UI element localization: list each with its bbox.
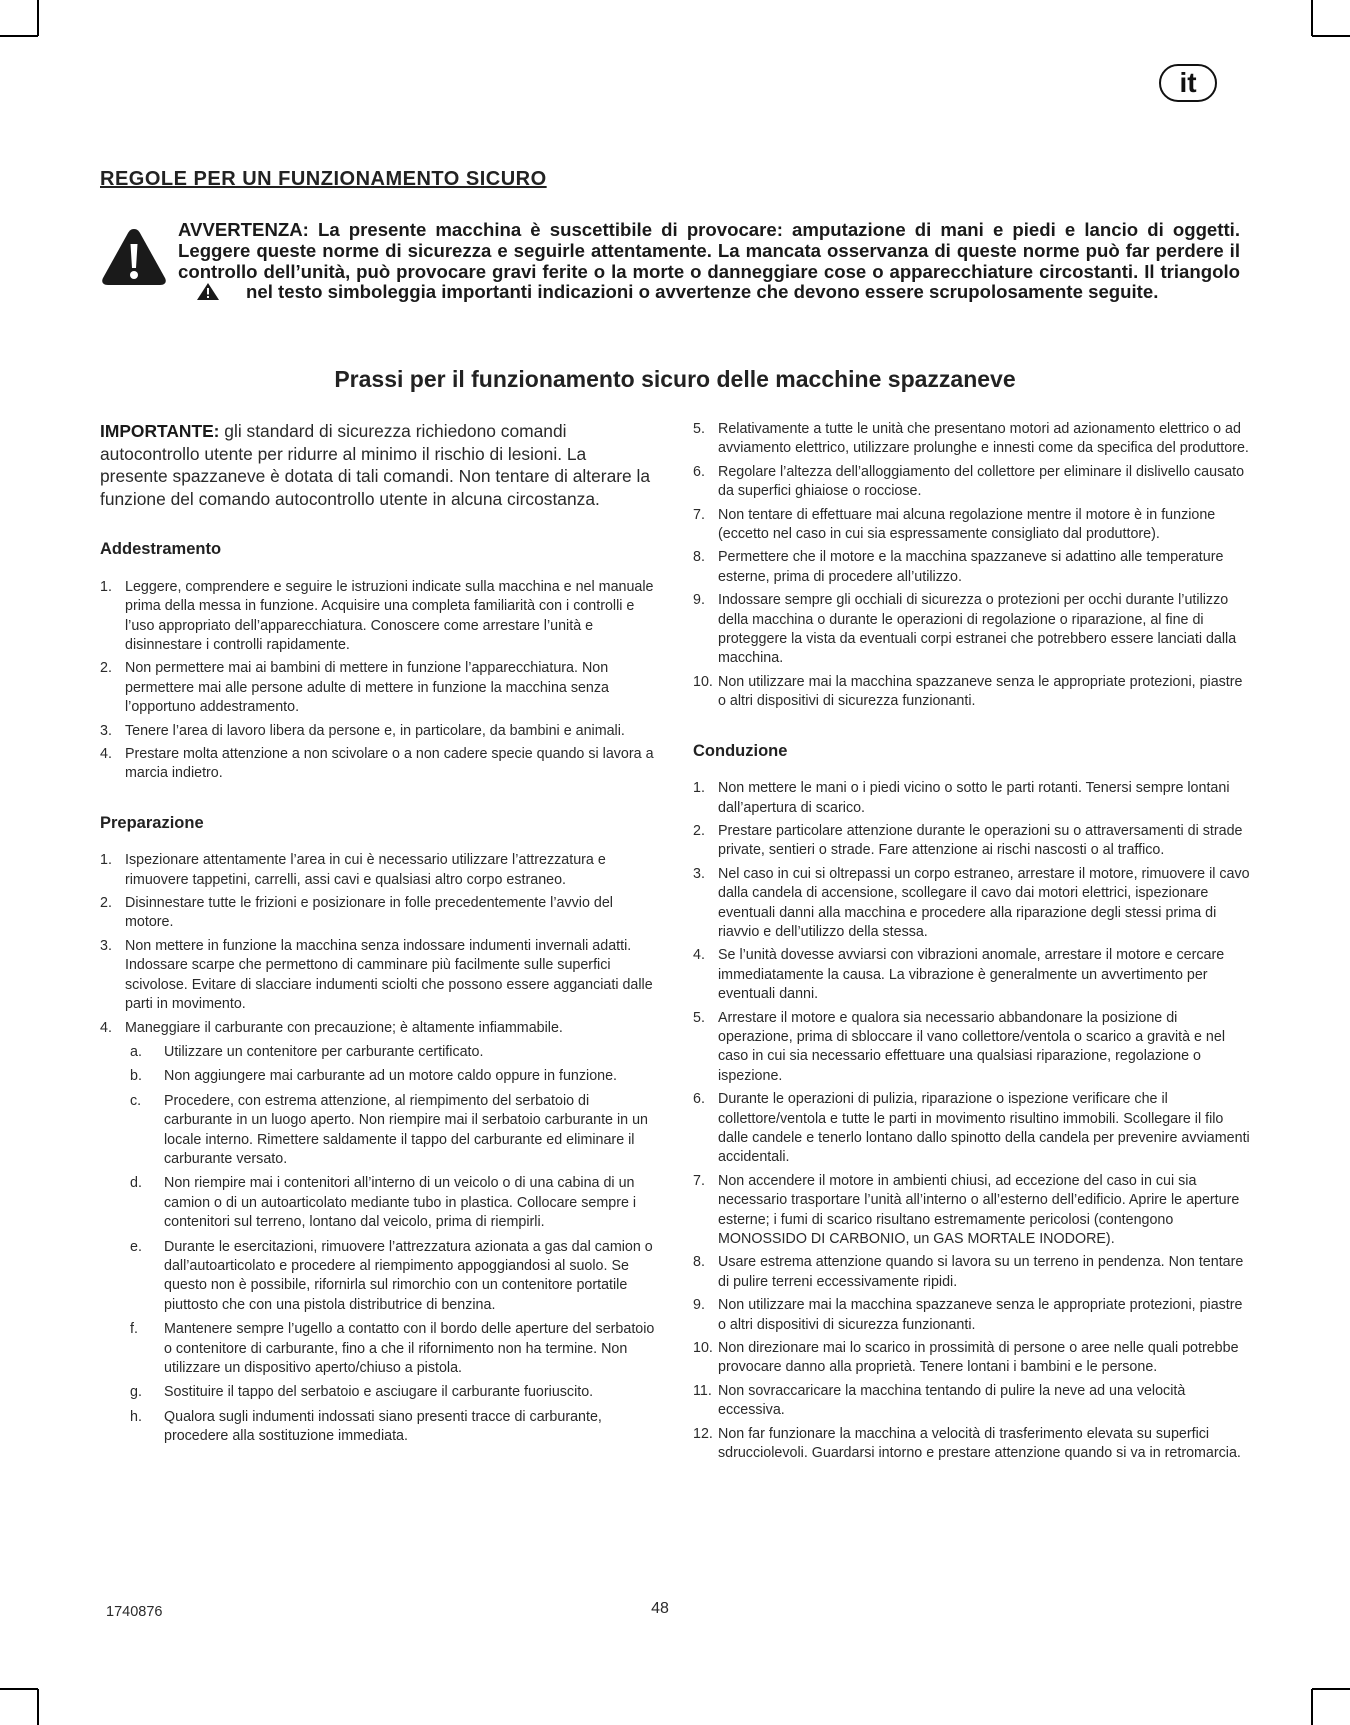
list-item: [100, 851, 656, 890]
sub-text: Mantenere sempre l’ugello a contatto con il bordo delle aperture del serbatoio o contenitore di carburante, fino a che il rifornimento non ha termine. Non utilizzare un dispositivo aperto/chiuso a pistola.: [164, 1321, 655, 1376]
warning-paragraph: [178, 220, 1240, 303]
preparazione-list-continued: [693, 420, 1251, 712]
item-number: 4.: [693, 947, 705, 964]
item-number: 8.: [693, 549, 705, 566]
item-text: Prestare particolare attenzione durante le operazioni su o attraversamenti di strade private, sentieri o strade. Fare attenzione ai rischi nascosti o al traffico.: [718, 822, 1243, 859]
item-text: Indossare sempre gli occhiali di sicurezza o protezioni per occhi durante l’utilizzo della macchina o durante le operazioni di regolazione o riparazione, al fine di proteggere la vista da eventuali corpi estranei che potrebbero essere lanciati dalla macchina.: [718, 592, 1237, 667]
item-text: Non utilizzare mai la macchina spazzaneve senza le appropriate protezioni, piastre o altri dispositivi di sicurezza funzionanti.: [718, 673, 1243, 710]
list-item: [100, 722, 656, 741]
sub-letter: f.: [130, 1321, 138, 1338]
list-item: [693, 1382, 1251, 1421]
item-number: 2.: [100, 660, 112, 677]
sublist-item: [125, 1092, 656, 1170]
item-text: Arrestare il motore e qualora sia necessario abbandonare la posizione di operazione, prima di sbloccare il vano collettore/ventola o scarico a gravità e nel caso in cui sia necessario effettuare una qualsiasi riparazione, regolazione o ispezione.: [718, 1009, 1226, 1084]
list-item: [693, 673, 1251, 712]
list-item: [100, 578, 656, 656]
item-body: [125, 1019, 656, 1452]
item-number: 7.: [693, 1172, 705, 1189]
list-item: [693, 1339, 1251, 1378]
list-item: [100, 1019, 656, 1452]
sublist-item: [125, 1238, 656, 1316]
list-item: [693, 865, 1251, 943]
item-number: 9.: [693, 1297, 705, 1314]
sublist-item: [125, 1320, 656, 1378]
item-number: 10.: [693, 1340, 713, 1357]
item-text: Permettere che il motore e la macchina spazzaneve si adattino alle temperature esterne, prima di procedere all’utilizzo.: [718, 549, 1224, 585]
item-text: Usare estrema attenzione quando si lavora su un terreno in pendenza. Non tentare di pulire terreni eccessivamente ripidi.: [718, 1254, 1244, 1290]
item-number: 3.: [100, 722, 112, 739]
document-code: 1740876: [106, 1604, 163, 1620]
list-item: [693, 1425, 1251, 1464]
item-text: Durante le operazioni di pulizia, riparazione o ispezione verificare che il collettore/ventola e tutte le parti in movimento risultino immobili. Scollegare il filo dalle candele e tenerlo lontano dallo spinotto della candela per prevenire avviamenti accidentali.: [718, 1091, 1250, 1166]
list-item: [693, 1009, 1251, 1087]
list-item: [100, 937, 656, 1015]
important-label: IMPORTANTE:: [100, 421, 220, 441]
sub-letter: e.: [130, 1238, 142, 1255]
list-item: [693, 463, 1251, 502]
page-title: REGOLE PER UN FUNZIONAMENTO SICURO: [100, 168, 547, 190]
list-item: [693, 1296, 1251, 1335]
item-text: Prestare molta attenzione a non scivolare o a non cadere specie quando si lavora a marcia indietro.: [125, 746, 654, 782]
item-number: 5.: [693, 1009, 705, 1026]
sub-text: Qualora sugli indumenti indossati siano presenti tracce di carburante, procedere alla sostituzione immediata.: [164, 1408, 602, 1445]
list-item: [693, 420, 1251, 459]
crop-mark: [1311, 1689, 1313, 1725]
item-text: Non utilizzare mai la macchina spazzaneve senza le appropriate protezioni, piastre o altri dispositivi di sicurezza funzionanti.: [718, 1297, 1243, 1333]
sub-text: Procedere, con estrema attenzione, al riempimento del serbatoio di carburante in un luogo aperto. Non riempire mai il serbatoio carburante in un locale interno. Rimettere saldamente il tappo del carburante ed eliminare il carburante versato.: [164, 1092, 648, 1167]
item-text: Maneggiare il carburante con precauzione; è altamente infiammabile.: [125, 1019, 563, 1036]
warning-triangle-icon: [100, 226, 168, 288]
list-item: [100, 659, 656, 717]
list-item: [693, 1172, 1251, 1250]
item-text: Disinnestare tutte le frizioni e posizionare in folle precedentemente l’avvio del motore.: [125, 895, 613, 931]
item-number: 5.: [693, 421, 705, 437]
sub-letter: g.: [130, 1384, 142, 1401]
item-text: Non sovraccaricare la macchina tentando di pulire la neve ad una velocità eccessiva.: [718, 1382, 1186, 1419]
section-title: Prassi per il funzionamento sicuro delle macchine spazzaneve: [334, 366, 1016, 392]
item-number: 1.: [100, 578, 112, 595]
sublist-item: [125, 1408, 656, 1447]
right-column: [693, 420, 1251, 1494]
sub-text: Non riempire mai i contenitori all’interno di un veicolo o di una cabina di un camion o di un autoarticolato mediante tubo in plastica. Collocare sempre i contenitori sul terreno, lontano dal veicolo, prima di riempirli.: [164, 1175, 637, 1231]
item-text: Tenere l’area di lavoro libera da persone e, in particolare, da bambini e animali.: [125, 722, 625, 739]
list-item: [100, 745, 656, 784]
heading-conduzione: Conduzione: [693, 741, 788, 760]
item-number: 2.: [693, 822, 705, 839]
crop-mark: [1312, 1688, 1350, 1690]
item-number: 6.: [693, 1091, 705, 1108]
important-paragraph: [100, 420, 656, 510]
sublist-item: [125, 1043, 656, 1062]
language-badge: it: [1159, 64, 1217, 102]
item-text: Non accendere il motore in ambienti chiusi, ad eccezione del caso in cui sia necessario trasportare l’unità all’interno o all’esterno dell’edificio. Aprire le aperture esterne; i fumi di scarico risultano estremamente pericolosi (contengono MONOSSIDO DI CARBONIO, un GAS MORTALE INODORE).: [718, 1172, 1240, 1248]
crop-mark: [37, 0, 39, 36]
item-text: Regolare l’altezza dell’alloggiamento del collettore per eliminare il dislivello causato da superfici ghiaiose o rocciose.: [718, 463, 1245, 500]
crop-mark: [0, 35, 38, 37]
crop-mark: [37, 1689, 39, 1725]
item-text: Non direzionare mai lo scarico in prossimità di persone o aree nelle quali potrebbe provocare danno alla proprietà. Tenere lontani i bambini e le persone.: [718, 1340, 1239, 1376]
item-number: 9.: [693, 592, 705, 609]
sub-text: Utilizzare un contenitore per carburante certificato.: [164, 1043, 484, 1060]
item-text: Relativamente a tutte le unità che presentano motori ad azionamento elettrico o ad avviamento elettrico, utilizzare prolunghe e innesti come da specifica del produttore.: [718, 421, 1249, 457]
item-number: 12.: [693, 1425, 713, 1442]
item-text: Leggere, comprendere e seguire le istruzioni indicate sulla macchina e nel manuale prima della messa in funzione. Acquisire una completa familiarità con i controlli e l’uso appropriato dell’apparecchiatura. Conoscere come arrestare l’unità e disinnestare i controlli rapidamente.: [125, 578, 654, 653]
sub-letter: a.: [130, 1043, 142, 1060]
list-item: [100, 894, 656, 933]
left-column: [100, 420, 656, 1482]
list-item: [693, 1090, 1251, 1168]
list-item: [693, 946, 1251, 1004]
sublist-item: [125, 1174, 656, 1232]
conduzione-list: [693, 779, 1251, 1463]
list-item: [693, 822, 1251, 861]
item-number: 11.: [693, 1382, 712, 1399]
item-text: Non far funzionare la macchina a velocità di trasferimento elevata su superfici sdrucciolevoli. Guardarsi intorno e prestare attenzione quando si va in retromarcia.: [718, 1425, 1241, 1462]
sub-letter: c.: [130, 1092, 142, 1109]
list-item: [693, 506, 1251, 545]
sub-letter: b.: [130, 1068, 142, 1085]
sublist-item: [125, 1067, 656, 1086]
page-number: 48: [651, 1600, 669, 1617]
important-text: gli standard di sicurezza richiedono comandi autocontrollo utente per ridurre al minimo il rischio di lesioni. La presente spazzaneve è dotata di tali comandi. Non tentare di alterare la funzione del comando autocontrollo utente in alcuna circostanza.: [100, 421, 651, 509]
item-number: 4.: [100, 1019, 112, 1036]
warning-text-end: nel testo simboleggia importanti indicazioni o avvertenze che devono essere scrupolosamente seguite.: [246, 281, 1159, 303]
item-text: Non mettere in funzione la macchina senza indossare indumenti invernali adatti. Indossare scarpe che permettono di camminare più facilmente sulle superfici scivolose. Evitare di slacciare indumenti sciolti che possono essere agganciati dalle parti in movimento.: [125, 937, 653, 1013]
list-item: [693, 548, 1251, 587]
inline-warning-triangle-icon: [196, 282, 220, 301]
item-number: 3.: [100, 937, 112, 954]
item-number: 3.: [693, 865, 705, 882]
item-number: 4.: [100, 746, 112, 763]
fuel-sublist: [125, 1043, 656, 1447]
warning-text-start: AVVERTENZA: La presente macchina è suscettibile di provocare: amputazione di mani e piedi e lancio di oggetti. Leggere queste norme di sicurezza e seguirle attentamente. La mancata osservanza di queste norme può far perdere il controllo dell’unità, può provocare gravi ferite o la morte o danneggiare cose o apparecchiature circostanti. Il triangolo: [178, 219, 1240, 282]
item-number: 6.: [693, 463, 705, 480]
sub-letter: d.: [130, 1175, 142, 1192]
list-item: [693, 779, 1251, 818]
item-text: Non mettere le mani o i piedi vicino o sotto le parti rotanti. Tenersi sempre lontani dall’apertura di scarico.: [718, 780, 1230, 816]
sublist-item: [125, 1383, 656, 1402]
crop-mark: [1312, 35, 1350, 37]
item-number: 8.: [693, 1254, 705, 1271]
heading-preparazione: Preparazione: [100, 813, 204, 832]
item-number: 7.: [693, 506, 705, 523]
crop-mark: [1311, 0, 1313, 36]
list-item: [693, 1253, 1251, 1292]
item-text: Non permettere mai ai bambini di mettere in funzione l’apparecchiatura. Non permettere mai alle persone adulte di mettere in funzione la macchina senza l’opportuno addestramento.: [125, 660, 609, 716]
heading-addestramento: Addestramento: [100, 540, 222, 559]
sub-text: Durante le esercitazioni, rimuovere l’attrezzatura azionata a gas dal camion o dall’autoarticolato e procedere al riempimento appoggiandosi al suolo. Se questo non è possibile, rifornirla sul rimorchio con un contenitore portatile piuttosto che con una pistola distributrice di benzina.: [164, 1238, 653, 1313]
item-number: 10.: [693, 673, 713, 690]
item-number: 1.: [693, 780, 705, 797]
item-text: Ispezionare attentamente l’area in cui è necessario utilizzare l’attrezzatura e rimuovere tappetini, carrelli, assi cavi e qualsiasi altro corpo estraneo.: [125, 852, 606, 888]
sub-text: Non aggiungere mai carburante ad un motore caldo oppure in funzione.: [164, 1068, 618, 1085]
item-number: 1.: [100, 852, 112, 869]
item-number: 2.: [100, 895, 112, 912]
sub-text: Sostituire il tappo del serbatoio e asciugare il carburante fuoriuscito.: [164, 1384, 594, 1401]
addestramento-list: [100, 578, 656, 784]
sub-letter: h.: [130, 1408, 142, 1425]
crop-mark: [0, 1688, 38, 1690]
item-text: Non tentare di effettuare mai alcuna regolazione mentre il motore è in funzione (eccetto nel caso in cui sia espressamente consigliato dal produttore).: [718, 506, 1216, 543]
item-text: Nel caso in cui si oltrepassi un corpo estraneo, arrestare il motore, rimuovere il cavo dalla candela di accensione, scollegare il cavo dai motori elettrici, ispezionare eventuali danni alla macchina e procedere alla riparazione degli stessi prima di riavvio e dell’utilizzo della stessa.: [718, 865, 1250, 940]
preparazione-list: [100, 851, 656, 1451]
list-item: [693, 591, 1251, 669]
item-text: Se l’unità dovesse avviarsi con vibrazioni anomale, arrestare il motore e cercare immediatamente la causa. La vibrazione è generalmente un avvertimento per eventuali danni.: [718, 947, 1225, 1003]
